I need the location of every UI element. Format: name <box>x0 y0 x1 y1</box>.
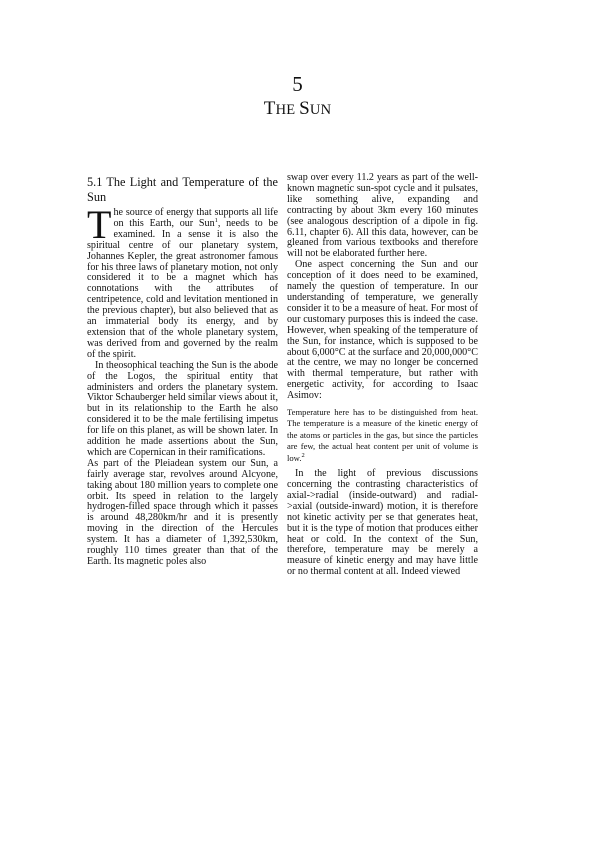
intro-text-b: , needs to be examined. In a sense it is also the spiritual centre of our planetary system, Johannes Kepler, the great astronomer famous for his three laws of planetary motion, not only considered it to be a magnet which has connotations with the attributes of centripetence, cold and levitation mentioned in the previous chapter), but also believed that as an immaterial body its energy, and by extension that of the whole planetary system, was derived from and governed by the realm of the spirit. <box>87 217 278 360</box>
paragraph-magnetic-poles: swap over every 11.2 years as part of the well-known magnetic sun-spot cycle and it pulsates, like something alive, expanding and contracting by about 3km every 160 minutes (see analogous description of a dipole in fig. 6.11, chapter 6). All this data, however, can be gleaned from various textbooks and therefore will not be elaborated further here. <box>287 172 478 260</box>
footnote-ref-2: 2 <box>301 451 305 459</box>
right-column <box>287 173 478 578</box>
title-initial-s: S <box>299 98 310 119</box>
drop-cap: T <box>87 202 112 247</box>
paragraph-motion: In the light of previous discussions concerning the contrasting characteristics of axial->radial (inside-outward) and radial->axial (outside-inward) motion, it is therefore not kinetic activity per se that generates heat, but it is the type of motion that produces either heat or cold. In the context of the Sun, therefore, temperature may be merely a measure of kinetic energy and may have little or no thermal content at all. Indeed viewed <box>287 468 478 578</box>
chapter-title <box>0 98 595 121</box>
paragraph-intro <box>87 202 278 361</box>
left-column <box>87 173 278 568</box>
title-he: HE <box>275 102 300 118</box>
intro-text-a: he source of energy that supports all life on this Earth, our Sun <box>113 207 278 229</box>
title-un: UN <box>309 102 332 118</box>
paragraph-temperature: One aspect concerning the Sun and our conception of it does need to be examined, namely the question of temperature. In our understanding of temperature, we generally consider it to be a measure of heat. For most of our customary purposes this is indeed the case. However, when speaking of the temperature of the Sun, for instance, which is supposed to be about 6,000°C at the surface and 20,000,000°C at the centre, we may no longer be concerned with thermal temperature, but rather with energetic activity, for according to Isaac Asimov: <box>287 259 478 402</box>
paragraph-pleiadean: As part of the Pleiadean system our Sun, a fairly average star, revolves around Alcyone, taking about 180 million years to complete one orbit. Its speed in relation to the largely hydrogen-filled space through which it passes is around 48,280km/hr and it is presently moving in the direction of the Hercules system. It has a diameter of 1,392,530km, roughly 110 times greater than that of the Earth. Its magnetic poles also <box>87 457 278 567</box>
chapter-number: 5 <box>292 72 303 96</box>
quote-text: Temperature here has to be distinguished from heat. The temperature is a measure of the kinetic energy of the atoms or particles in the gas, but since the particles are few, the actual heat content per unit of volume is low. <box>287 407 478 463</box>
asimov-quote <box>287 407 478 464</box>
footnote-ref-1: 1 <box>214 216 218 224</box>
section-heading: 5.1 The Light and Temperature of the Sun <box>87 175 278 204</box>
paragraph-theosophy: In theosophical teaching the Sun is the abode of the Logos, the spiritual entity that administers and orders the planetary system. Viktor Schauberger held similar views about it, but in its relationship to the Earth he also considered it to be the male fertilising impetus for life on this planet, as will be shown later. In addition he made assertions about the Sun, which are Copernican in their ramifications. <box>87 359 278 458</box>
title-initial-t: T <box>263 98 276 119</box>
